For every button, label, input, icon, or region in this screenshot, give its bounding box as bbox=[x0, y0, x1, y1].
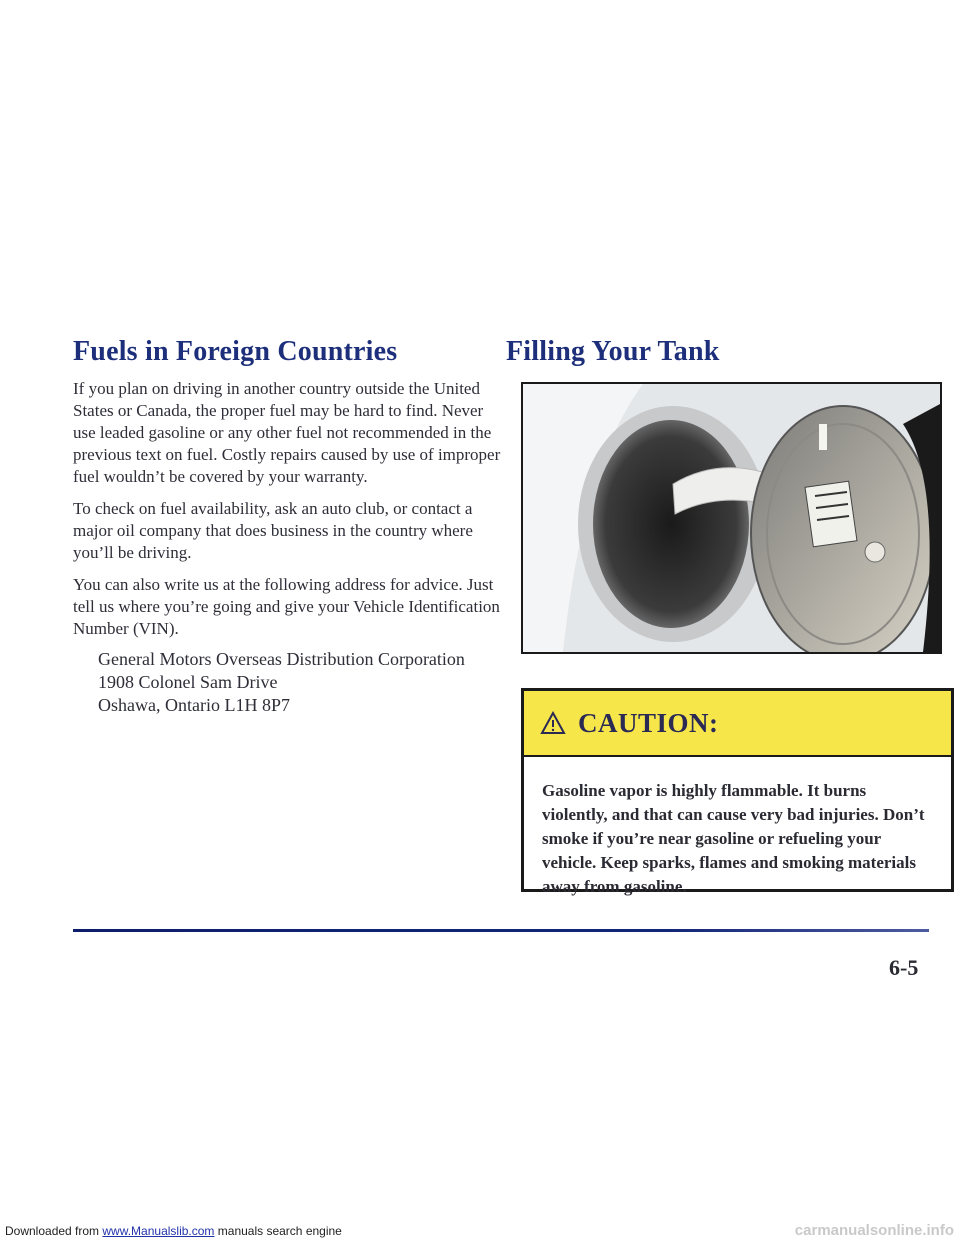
paragraph-3: You can also write us at the following address for advice. Just tell us where you’re going and give your Vehicle Identification Number (VIN). bbox=[73, 575, 500, 638]
caution-header bbox=[524, 691, 951, 757]
manualslib-link[interactable]: www.Manualslib.com bbox=[102, 1224, 215, 1238]
address-line-1: General Motors Overseas Distribution Corporation bbox=[98, 649, 465, 669]
caution-box bbox=[521, 688, 954, 896]
filling-tank-title: Filling Your Tank bbox=[506, 336, 720, 367]
footer-prefix: Downloaded from bbox=[5, 1224, 103, 1238]
caution-label: CAUTION: bbox=[578, 707, 719, 738]
paragraph-1: If you plan on driving in another country outside the United States or Canada, the proper fuel may be hard to find. Never use leaded gasoline or any other fuel not recommended in the previous text on fuel. Costly repairs caused by use of improper fuel wouldn’t be covered by your warranty. bbox=[73, 379, 501, 486]
fuel-door-photo bbox=[521, 382, 942, 654]
watermark-text: carmanualsonline.info bbox=[794, 1222, 954, 1239]
caution-text: Gasoline vapor is highly flammable. It burns violently, and that can cause very bad injuries. Don’t smoke if you’re near gasoline or refueling your vehicle. Keep sparks, flames and smoking materials away from gasoline. bbox=[542, 781, 925, 896]
address-line-2: 1908 Colonel Sam Drive bbox=[98, 672, 278, 692]
left-column bbox=[73, 336, 501, 717]
footer-suffix: manuals search engine bbox=[214, 1224, 342, 1238]
page-number: 6-5 bbox=[889, 955, 919, 980]
address-line-3: Oshawa, Ontario L1H 8P7 bbox=[98, 695, 290, 715]
fuel-door-illustration bbox=[523, 384, 940, 652]
footer-rule bbox=[73, 929, 929, 932]
download-footer bbox=[5, 1224, 342, 1238]
right-column bbox=[506, 336, 958, 368]
warning-triangle-icon bbox=[540, 711, 566, 735]
fuels-foreign-title: Fuels in Foreign Countries bbox=[73, 336, 398, 367]
address-block bbox=[73, 648, 501, 717]
paragraph-2: To check on fuel availability, ask an auto club, or contact a major oil company that does business in the country where you’ll be driving. bbox=[73, 499, 473, 562]
